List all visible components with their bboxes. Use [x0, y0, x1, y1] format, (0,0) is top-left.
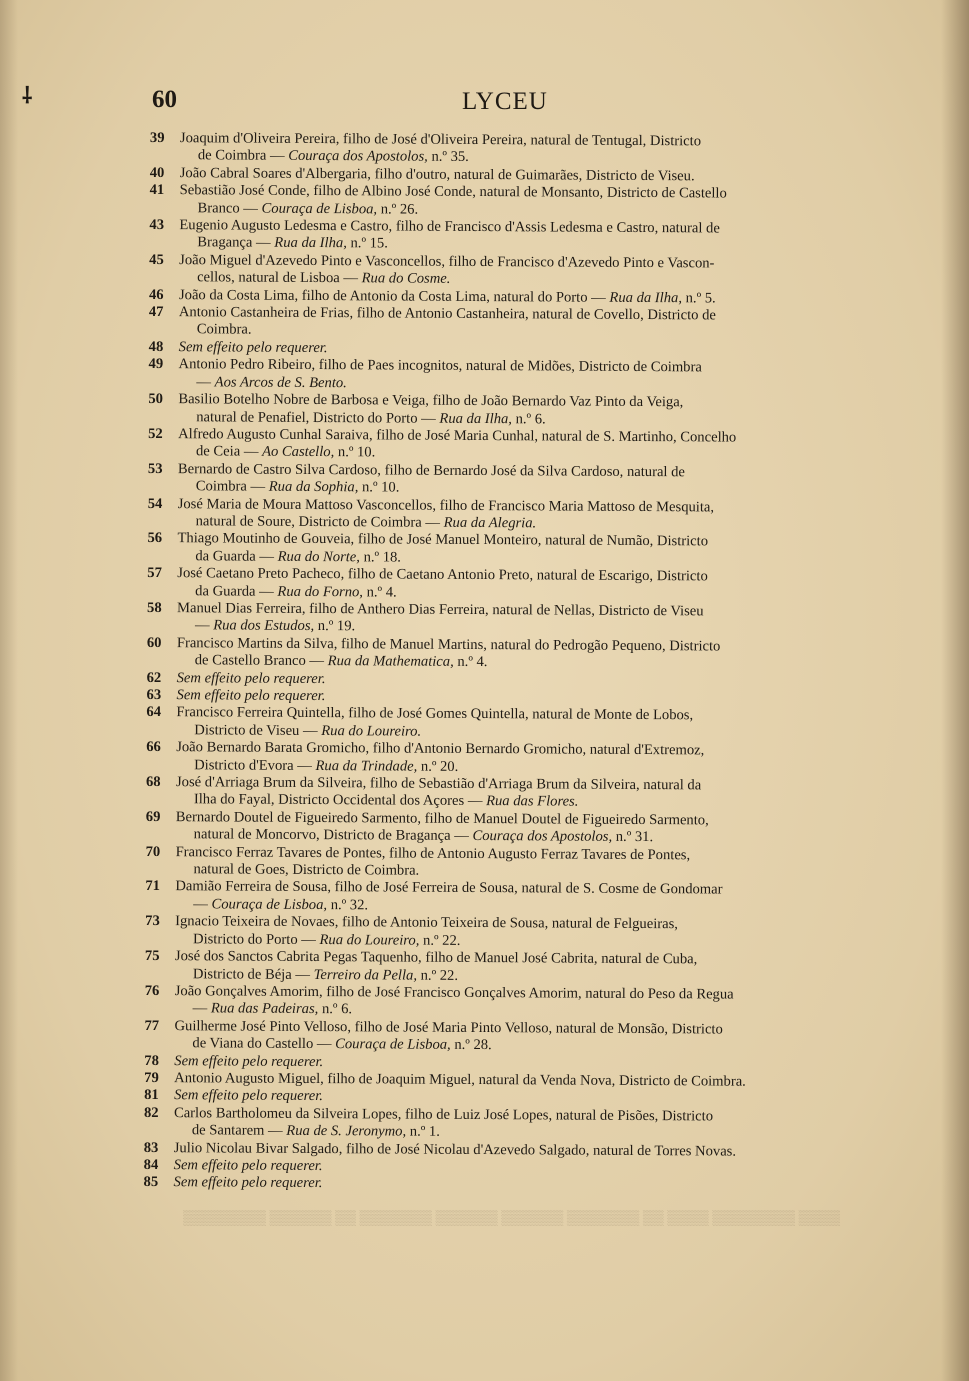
- entry-line: natural de Moncorvo, Districto de Bragança —: [193, 826, 473, 845]
- entry-address: Couraça dos Apostolos,: [472, 828, 613, 846]
- entry-address: Rua do Forno,: [277, 583, 364, 600]
- entry-line: Basilio Botelho Nobre de Barbosa e Veiga, filho de João Bernardo Vaz Pinto da Veiga,: [178, 391, 684, 411]
- list-item: [147, 565, 844, 604]
- entry-text: [177, 600, 844, 639]
- entry-number: 48: [148, 338, 164, 355]
- list-item: [149, 182, 846, 221]
- entry-text: [175, 879, 842, 918]
- list-item: [145, 983, 842, 1022]
- entry-line: Branco —: [197, 199, 262, 217]
- entry-number: 81: [144, 1087, 159, 1104]
- entry-number: 47: [148, 304, 164, 321]
- entry-line: —: [196, 373, 215, 391]
- entry-line: Ilha do Fayal, Districto Occidental dos Açores —: [193, 791, 487, 810]
- entry-number: 66: [146, 739, 161, 756]
- entry-number: 83: [143, 1139, 159, 1156]
- entry-text: [176, 809, 843, 848]
- list-item: [147, 600, 844, 639]
- list-item: [150, 130, 847, 169]
- entry-address: Rua das Flores.: [486, 793, 579, 811]
- entry-house-number: n.º 4.: [453, 654, 488, 671]
- entry-line: Manuel Dias Ferreira, filho de Anthero Dias Ferreira, natural de Nellas, Districto de Viseu: [177, 600, 704, 620]
- entry-number: 76: [144, 982, 160, 999]
- list-item: [147, 635, 844, 674]
- margin-mark: ⸸: [22, 83, 33, 108]
- list-item: [145, 913, 842, 952]
- entry-address: Sem effeito pelo requerer.: [173, 1174, 323, 1192]
- entry-number: 60: [146, 634, 162, 651]
- entry-number: 64: [146, 704, 162, 721]
- entry-number: 39: [149, 130, 165, 147]
- entry-number: 62: [146, 669, 162, 686]
- entry-line: de Coimbra —: [197, 147, 289, 165]
- entry-address: Sem effeito pelo requerer.: [178, 339, 328, 356]
- entry-address: Rua da Ilha,: [439, 410, 513, 427]
- list-item: [146, 704, 843, 743]
- entry-address: Sem effeito pelo requerer.: [174, 1052, 324, 1070]
- entry-house-number: n.º 19.: [314, 618, 356, 635]
- entry-line: Guilherme José Pinto Velloso, filho de José Maria Pinto Velloso, natural de Monsão, Districto: [174, 1017, 723, 1038]
- entry-address: Rua da Ilha,: [274, 235, 347, 252]
- entry-house-number: n.º 22.: [416, 967, 459, 984]
- entry-line: Ignacio Teixeira de Novaes, filho de Antonio Teixeira de Sousa, natural de Felgueiras,: [175, 913, 678, 933]
- entry-text: [178, 496, 845, 535]
- page-number: 60: [152, 86, 177, 113]
- entry-line: Bernardo de Castro Silva Cardoso, filho de Bernardo José da Silva Cardoso, natural de: [177, 460, 686, 480]
- list-item: [149, 304, 846, 343]
- entry-house-number: n.º 5.: [681, 289, 716, 307]
- entry-line: natural de Soure, Districto de Coimbra —: [195, 513, 444, 531]
- entry-number: 82: [143, 1104, 159, 1121]
- entry-line: cellos, natural de Lisboa —: [197, 269, 362, 287]
- entry-number: 56: [147, 530, 163, 547]
- entry-line: —: [193, 896, 212, 913]
- list-item: [148, 461, 845, 500]
- entry-number: 57: [147, 565, 162, 582]
- list-item: [144, 1174, 841, 1196]
- entry-line: Coimbra —: [195, 478, 269, 495]
- list-item: [146, 809, 843, 848]
- entry-line: Francisco Martins da Silva, filho de Manuel Martins, natural do Pedrogão Pequeno, Districto: [176, 634, 721, 655]
- entry-text: [179, 217, 846, 256]
- entry-text: [178, 391, 845, 430]
- entry-number: 45: [149, 251, 164, 268]
- entry-address: Couraça de Lisboa,: [211, 896, 328, 913]
- list-item: [144, 1105, 841, 1144]
- entry-line: Damião Ferreira de Sousa, filho de José Ferreira de Sousa, natural de S. Cosme de Gondomar: [175, 878, 723, 898]
- entry-house-number: n.º 28.: [450, 1036, 492, 1054]
- entry-line: João Miguel d'Azevedo Pinto e Vasconcellos, filho de Francisco d'Azevedo Pinto e Vascon-: [179, 252, 715, 272]
- entry-address: Rua do Loureiro.: [321, 722, 422, 740]
- entry-line: —: [194, 617, 214, 634]
- entry-text: [175, 844, 842, 883]
- entry-house-number: n.º 35.: [427, 149, 469, 166]
- entry-address: Rua da Sophia,: [268, 478, 359, 496]
- entry-line: José Caetano Preto Pacheco, filho de Caetano Antonio Preto, natural de Escarigo, Districto: [177, 565, 708, 585]
- entry-line: Sebastião José Conde, filho de Albino José Conde, natural de Monsanto, Districto de Castello: [179, 182, 727, 202]
- entry-address: Rua do Norte,: [277, 548, 361, 566]
- entry-line: Bragança —: [197, 234, 275, 252]
- entry-line: Eugenio Augusto Ledesma e Castro, filho de Francisco d'Assis Ledesma e Castro, natural de: [179, 217, 720, 237]
- entry-house-number: n.º 6.: [318, 1001, 353, 1018]
- entry-address: Terreiro da Pella,: [313, 966, 418, 984]
- entry-text: [178, 356, 845, 395]
- entry-list: [144, 130, 847, 1196]
- entry-number: 70: [145, 843, 161, 860]
- list-item: [148, 496, 845, 535]
- entry-address: Rua do Cosme.: [361, 270, 451, 288]
- list-item: [146, 774, 843, 813]
- entry-text: [175, 983, 842, 1022]
- entry-number: 53: [147, 460, 163, 477]
- list-item: [148, 391, 845, 430]
- entry-house-number: n.º 32.: [327, 896, 369, 914]
- entry-line: Joaquim d'Oliveira Pereira, filho de José d'Oliveira Pereira, natural de Tentugal, Districto: [179, 130, 702, 150]
- list-item: [146, 739, 843, 778]
- entry-line: Antonio Augusto Miguel, filho de Joaquim Miguel, natural da Venda Nova, Districto de Coimbra.: [174, 1070, 746, 1090]
- entry-address: Aos Arcos de S. Bento.: [214, 374, 347, 391]
- list-item: [148, 426, 845, 465]
- entry-house-number: n.º 1.: [406, 1123, 440, 1140]
- entry-address: Sem effeito pelo requerer.: [173, 1157, 323, 1175]
- entry-text: [177, 531, 844, 570]
- entry-text: [178, 461, 845, 500]
- entry-house-number: n.º 31.: [612, 829, 654, 846]
- entry-line: Districto do Porto —: [193, 930, 320, 948]
- entry-address: Couraça de Lisboa,: [261, 200, 378, 218]
- list-item: [145, 844, 842, 883]
- entry-address: Rua das Padeiras,: [210, 1000, 319, 1018]
- entry-number: 49: [148, 356, 164, 373]
- entry-line: —: [192, 1000, 211, 1017]
- list-item: [149, 217, 846, 256]
- entry-line: da Guarda —: [195, 548, 278, 565]
- entry-line: Francisco Ferraz Tavares de Pontes, filho de Antonio Augusto Ferraz Tavares de Pontes,: [175, 843, 691, 863]
- entry-address: Rua da Trindade,: [315, 757, 418, 775]
- entry-text: [178, 426, 845, 465]
- entry-line: Thiago Moutinho de Gouveia, filho de José Manuel Monteiro, natural de Numão, Districto: [177, 530, 709, 550]
- show-through-text: ▒▒▒▒ ▒▒▒▒▒▒▒▒ ▒▒▒▒ ▒▒ ▒▒▒▒▒▒▒ ▒▒▒▒▒▒ ▒▒▒▒▒▒ ▒▒▒▒▒▒▒ ▒▒ ▒▒▒▒▒▒ ▒▒▒▒▒▒▒▒: [183, 1210, 840, 1226]
- entry-number: 73: [145, 913, 160, 930]
- entry-line: Antonio Pedro Ribeiro, filho de Paes incognitos, natural de Midões, Districto de Coimbra: [178, 356, 702, 376]
- entry-house-number: n.º 20.: [417, 758, 459, 775]
- entry-number: 69: [145, 808, 161, 825]
- entry-line: Julio Nicolau Bivar Salgado, filho de José Nicolau d'Azevedo Salgado, natural de Torres Novas.: [173, 1139, 737, 1160]
- entry-line: João Cabral Soares d'Albergaria, filho d'outro, natural de Guimarães, Districto de Viseu.: [179, 164, 695, 185]
- entry-address: Rua da Mathematica,: [327, 653, 454, 671]
- entry-text: [174, 1175, 841, 1196]
- entry-text: [179, 304, 846, 343]
- entry-text: [177, 635, 844, 674]
- entry-line: Districto d'Evora —: [194, 756, 316, 774]
- entry-house-number: n.º 6.: [511, 410, 546, 427]
- entry-address: Rua da Ilha,: [609, 289, 683, 306]
- list-item: [144, 1018, 841, 1057]
- entry-number: 79: [144, 1069, 159, 1087]
- entry-address: Sem effeito pelo requerer.: [174, 1087, 324, 1105]
- page-edge-shadow-left: [0, 0, 18, 1381]
- entry-line: Antonio Castanheira de Frias, filho de Antonio Castanheira, natural de Covello, Districto de: [178, 304, 716, 324]
- list-item: [147, 530, 844, 569]
- entry-text: [176, 705, 843, 744]
- entry-address: Couraça de Lisboa,: [335, 1036, 451, 1053]
- entry-text: [179, 252, 846, 291]
- entry-house-number: n.º 15.: [346, 235, 388, 252]
- entry-address: Sem effeito pelo requerer.: [176, 669, 326, 687]
- entry-house-number: n.º 22.: [419, 932, 461, 949]
- entry-text: [175, 913, 842, 952]
- entry-line: Bernardo Doutel de Figueiredo Sarmento, filho de Manuel Doutel de Figueiredo Sarmento,: [175, 809, 709, 829]
- entry-line: de Santarem —: [191, 1122, 287, 1140]
- entry-number: 54: [147, 495, 163, 512]
- entry-text: [175, 948, 842, 987]
- entry-line: de Viana do Castello —: [192, 1035, 336, 1053]
- entry-text: [174, 1018, 841, 1057]
- entry-house-number: n.º 26.: [377, 201, 419, 218]
- entry-line: José d'Arriaga Brum da Silveira, filho de Sebastião d'Arriaga Brum da Silveira, natural da: [175, 774, 702, 794]
- entry-line: Districto de Béja —: [192, 965, 314, 983]
- entry-number: 41: [149, 182, 165, 199]
- entry-address: Rua de S. Jeronymo,: [286, 1123, 407, 1140]
- entry-address: Ao Castello,: [262, 444, 335, 461]
- entry-line: Alfredo Augusto Cunhal Saraiva, filho de José Maria Cunhal, natural de S. Martinho, Concelho: [178, 426, 737, 446]
- entry-line: de Ceia —: [195, 443, 263, 461]
- entry-line: natural de Penafiel, Districto do Porto —: [196, 408, 440, 427]
- entry-text: [176, 774, 843, 813]
- entry-number: 58: [147, 599, 162, 617]
- entry-text: [179, 182, 846, 221]
- entry-line: Carlos Bartholomeu da Silveira Lopes, filho de Luiz José Lopes, natural de Pisões, Districto: [173, 1104, 714, 1125]
- entry-line: Coimbra.: [196, 321, 252, 339]
- entry-text: [180, 130, 847, 169]
- entry-line: da Guarda —: [195, 582, 278, 600]
- entry-house-number: n.º 18.: [359, 549, 402, 566]
- entry-address: Couraça dos Apostolos,: [288, 148, 428, 166]
- entry-address: Sem effeito pelo requerer.: [176, 687, 326, 705]
- entry-number: 77: [144, 1017, 160, 1034]
- entry-number: 71: [145, 878, 161, 895]
- entry-line: José dos Sanctos Cabrita Pegas Taquenho, filho de Manuel José Cabrita, natural de Cuba,: [174, 948, 698, 968]
- entry-address: Rua dos Estudos,: [213, 617, 315, 635]
- entry-text: [177, 565, 844, 604]
- entry-text: [174, 1105, 841, 1144]
- entry-line: João da Costa Lima, filho de Antonio da Costa Lima, natural do Porto —: [178, 286, 610, 306]
- entry-line: Francisco Ferreira Quintella, filho de José Gomes Quintella, natural de Monte de Lobos,: [176, 704, 694, 724]
- entry-line: João Bernardo Barata Gromicho, filho d'Antonio Bernardo Gromicho, natural d'Extremoz,: [176, 739, 705, 759]
- entry-house-number: n.º 10.: [358, 479, 400, 496]
- entry-house-number: n.º 4.: [362, 583, 397, 601]
- entry-line: João Gonçalves Amorim, filho de José Francisco Gonçalves Amorim, natural do Peso da Regua: [174, 983, 734, 1003]
- entry-number: 78: [144, 1052, 159, 1069]
- entry-number: 84: [143, 1156, 159, 1174]
- entry-number: 68: [145, 774, 161, 791]
- page-edge-shadow-right: [941, 0, 969, 1381]
- entry-address: Rua do Loureiro,: [319, 931, 420, 949]
- entry-house-number: n.º 10.: [334, 444, 376, 461]
- list-item: [148, 356, 845, 395]
- entry-line: de Castello Branco —: [194, 652, 328, 670]
- entry-text: [176, 739, 843, 778]
- list-item: [145, 878, 842, 917]
- entry-number: 40: [149, 164, 165, 181]
- entry-number: 52: [148, 425, 163, 442]
- entry-line: natural de Goes, Districto de Coimbra.: [193, 861, 420, 879]
- list-item: [145, 948, 842, 987]
- entry-address: Rua da Alegria.: [443, 514, 537, 532]
- list-item: [149, 252, 846, 291]
- entry-number: 85: [143, 1174, 159, 1191]
- entry-number: 43: [149, 217, 165, 234]
- entry-number: 63: [146, 686, 162, 704]
- running-head: LYCEU: [462, 88, 548, 115]
- entry-number: 50: [148, 391, 163, 408]
- entry-number: 75: [144, 948, 160, 965]
- entry-number: 46: [148, 286, 164, 303]
- entry-line: Districto de Viseu —: [194, 722, 322, 739]
- entry-line: José Maria de Moura Mattoso Vasconcellos, filho de Francisco Maria Mattoso de Mesquita,: [177, 495, 715, 515]
